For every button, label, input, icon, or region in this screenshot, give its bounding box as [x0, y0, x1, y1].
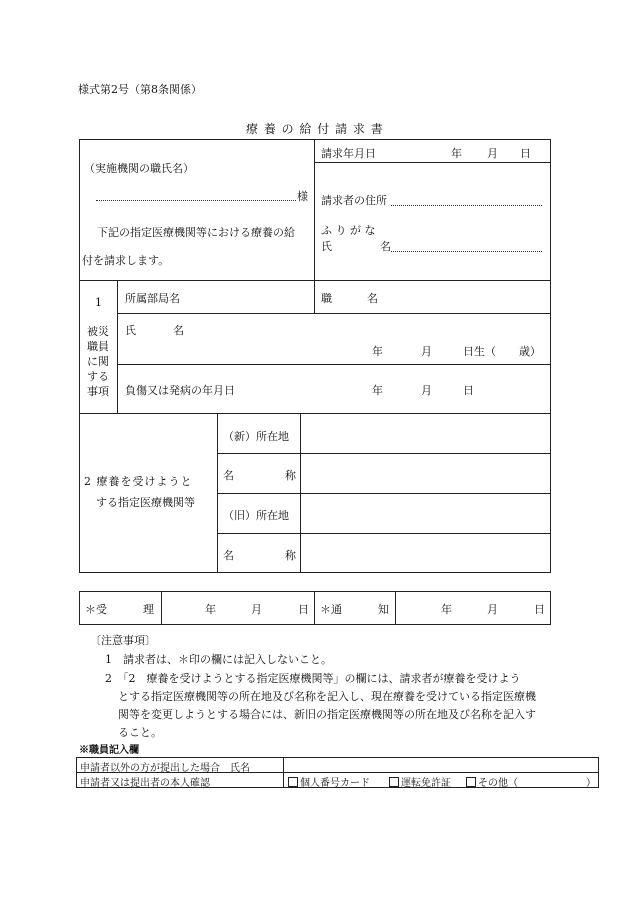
notes-heading: 〔注意事項〕 [90, 634, 156, 647]
notice-label-1: ＊通 [320, 603, 342, 616]
section2-label-line2: する指定医療機関等 [96, 496, 195, 509]
notice-month-label: 月 [487, 603, 498, 616]
checkbox-icon[interactable] [389, 777, 399, 787]
staff-row1-label: 申請者以外の方が提出した場合 氏名 [80, 763, 250, 774]
notice-day-label: 日 [534, 603, 545, 616]
section1-label-part: する [87, 370, 109, 383]
department-label: 所属部局名 [125, 292, 180, 305]
injury-year-label: 年 [372, 384, 383, 397]
birth-day-label: 日生（ [463, 345, 496, 358]
address-field[interactable] [391, 205, 542, 206]
new-name-label-1: 名 [223, 469, 234, 482]
sama-label: 様 [297, 190, 308, 203]
notice-label-2: 知 [378, 603, 389, 616]
section1-label-part: に関 [87, 355, 109, 368]
option-drivers-license[interactable] [389, 774, 451, 789]
notice-year-label: 年 [441, 603, 452, 616]
birth-month-label: 月 [421, 345, 432, 358]
note-item-2-line1: 2 「2 療養を受けようとする指定医療機関等」の欄には、請求者が療養を受けよう [105, 672, 521, 685]
birth-year-label: 年 [372, 345, 383, 358]
receive-month-label: 月 [251, 603, 262, 616]
form-number: 様式第2号（第8条関係） [78, 83, 202, 96]
option-label: その他（ [478, 778, 518, 789]
request-year-label: 年 [451, 147, 462, 160]
applicant-name-field[interactable] [391, 251, 542, 252]
option-my-number-card[interactable] [288, 774, 370, 789]
option-other-close: ） [586, 778, 596, 789]
section1-label-part: 被災 [87, 325, 109, 338]
age-label: 歳） [519, 345, 541, 358]
note-item-2-line3: 関等を変更しようとする場合には、新旧の指定医療機関等の所在地及び名称を記入す [118, 708, 536, 721]
receive-label-2: 理 [143, 603, 154, 616]
new-name-label-2: 称 [285, 469, 296, 482]
furigana-label: ふ り が な [321, 224, 376, 237]
applicant-name-label-1: 氏 [321, 240, 332, 253]
staff-heading: ※職員記入欄 [79, 745, 139, 756]
job-title-label-1: 職 [321, 292, 332, 305]
option-other[interactable] [466, 774, 518, 789]
request-day-label: 日 [520, 147, 531, 160]
old-name-label-2: 称 [285, 549, 296, 562]
job-title-label-2: 名 [367, 292, 378, 305]
request-month-label: 月 [487, 147, 498, 160]
request-date-label: 請求年月日 [321, 147, 376, 160]
old-location-label: （旧）所在地 [223, 509, 289, 522]
section1-label-part: 事項 [87, 385, 109, 398]
page-title: 療 養 の 給 付 請 求 書 [246, 122, 384, 136]
section1-label-part: 職員 [87, 340, 109, 353]
checkbox-icon[interactable] [288, 777, 298, 787]
note-item-2-line2: とする指定医療機関等の所在地及び名称を記入し、現在療養を受けている指定医療機 [118, 690, 536, 703]
request-text-line2: 付を請求します。 [82, 254, 170, 267]
applicant-name-label-2: 名 [380, 240, 391, 253]
receive-year-label: 年 [205, 603, 216, 616]
receive-label-1: ＊受 [85, 603, 107, 616]
section2-label-line1: 2 療養を受けようと [84, 475, 193, 488]
injury-month-label: 月 [421, 384, 432, 397]
victim-name-label-1: 氏 [125, 324, 136, 337]
old-name-label-1: 名 [223, 549, 234, 562]
staff-row2-label: 申請者又は提出者の本人確認 [80, 778, 210, 789]
address-label: 請求者の住所 [321, 194, 387, 207]
injury-date-label: 負傷又は発病の年月日 [125, 384, 235, 397]
note-item-1: 1 請求者は、＊印の欄には記入しないこと。 [105, 653, 332, 666]
victim-name-label-2: 名 [173, 324, 184, 337]
note-item-2-line4: ること。 [118, 726, 162, 739]
option-label: 運転免許証 [401, 778, 451, 789]
injury-day-label: 日 [463, 384, 474, 397]
receive-day-label: 日 [298, 603, 309, 616]
institution-label: （実施機関の職氏名） [84, 162, 194, 175]
option-label: 個人番号カード [300, 778, 370, 789]
institution-name-line[interactable] [96, 200, 296, 201]
checkbox-icon[interactable] [466, 777, 476, 787]
section1-number: 1 [95, 296, 102, 309]
section1-vertical-label [86, 324, 110, 399]
new-location-label: （新）所在地 [223, 430, 289, 443]
request-text-line1: 下記の指定医療機関等における療養の給 [97, 226, 295, 239]
